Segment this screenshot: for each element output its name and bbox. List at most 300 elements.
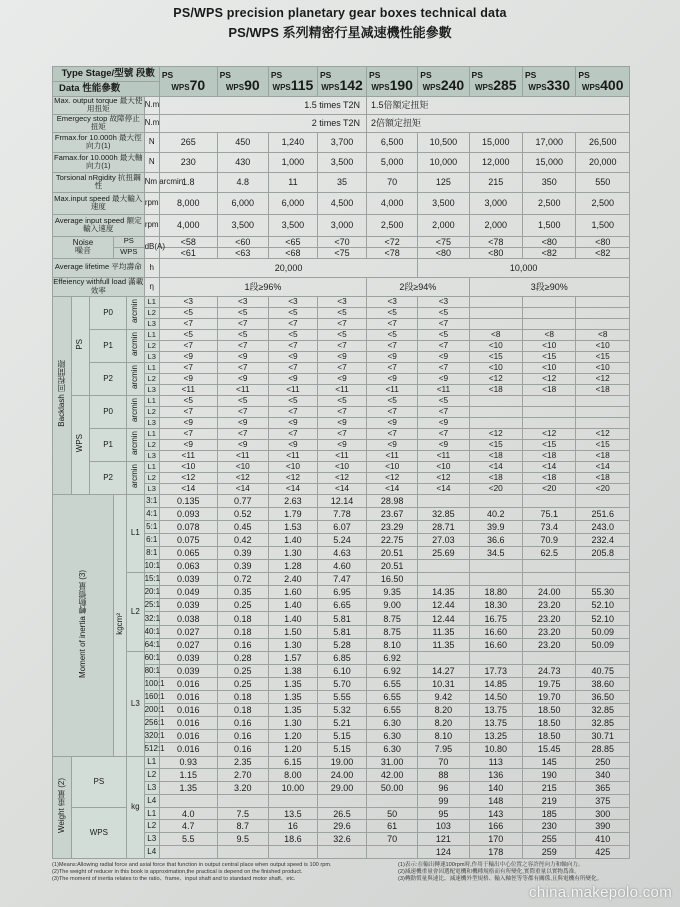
backlash-value: <9 [159,439,217,450]
inertia-value: 6.65 [317,599,366,612]
inertia-value: 9.35 [367,586,418,599]
backlash-value: <5 [217,329,268,340]
backlash-value: <18 [469,384,522,395]
backlash-value: <11 [217,384,268,395]
backlash-value: <9 [217,417,268,428]
weight-value: 31.00 [367,756,418,769]
backlash-value: <11 [159,450,217,461]
weight-value: 61 [367,820,418,833]
famax-value: 10,000 [418,152,469,172]
backlash-value: <12 [576,428,630,439]
inertia-value: 28.71 [418,520,469,533]
inertia-value: 6.95 [317,586,366,599]
inertia-value [522,560,575,573]
inertia-value: 0.027 [159,625,217,638]
noise-ps-value: <70 [317,236,366,247]
inertia-value: 0.016 [159,743,217,756]
model-prefix-wps: WPS [321,82,340,92]
model-prefix-wps: WPS [581,82,601,92]
backlash-value: <7 [418,428,469,439]
inertia-value [576,573,630,586]
inertia-value: 18.30 [469,599,522,612]
table-row [53,132,630,152]
weight-value [367,794,418,807]
stage-label: L2 [144,820,159,833]
inertia-value: 23.20 [522,599,575,612]
data-label: Data 性能參數 [53,82,160,97]
backlash-label-text: Backlash 回程間隙 [56,360,66,427]
weight-value: 8.00 [268,769,317,782]
frmax-value: 15,000 [469,132,522,152]
inertia-value: 6.55 [367,704,418,717]
inertia-value: 18.50 [522,704,575,717]
backlash-value: <11 [159,384,217,395]
noise-ps: PS [114,236,145,247]
weight-unit: kg [127,756,144,858]
inertia-value: 10.31 [418,677,469,690]
stage-label: L1 [144,329,159,340]
backlash-value: <7 [418,406,469,417]
backlash-value: <5 [367,329,418,340]
backlash-value [469,296,522,307]
weight-value: 0.93 [159,756,217,769]
inertia-value: 0.038 [159,612,217,625]
stop-unit: N.m [144,114,159,132]
footnotes-cn [398,862,628,884]
rigidity-value: 4.8 [217,172,268,192]
model-prefix-wps: WPS [422,82,441,92]
avgspeed-value: 1,500 [576,214,630,236]
stage-label: L1 [144,461,159,472]
backlash-value: <5 [159,329,217,340]
stop-label: Emergecy stop 故障停止扭矩 [53,114,145,132]
avgspeed-value: 2,000 [418,214,469,236]
table-row [53,214,630,236]
page-title-en: PS/WPS precision planetary gear boxes technical data [173,6,507,20]
model-number: 90 [244,76,260,93]
inertia-value: 0.027 [159,638,217,651]
weight-value: 124 [418,846,469,859]
inertia-value: 19.75 [522,677,575,690]
inertia-value [469,560,522,573]
inertia-value: 50.09 [576,638,630,651]
noise-wps-value: <75 [317,247,366,258]
inertia-value: 1.35 [268,677,317,690]
weight-value [159,794,217,807]
weight-value: 2.35 [217,756,268,769]
backlash-unit [127,362,144,395]
model-prefix-ps: PS [319,69,332,80]
stage-label: L4 [144,794,159,807]
inertia-value [418,560,469,573]
inertia-value: 62.5 [522,547,575,560]
inertia-unit [114,494,127,756]
inertia-value [522,573,575,586]
inertia-stage: L3 [127,651,144,756]
inertia-value: 55.30 [576,586,630,599]
inertia-value: 0.016 [159,730,217,743]
inertia-value: 0.16 [217,730,268,743]
inertia-value: 0.42 [217,533,268,546]
model-prefix-wps: WPS [528,82,547,92]
footnote-cn-2: (2)減速機重量會因選配電機和機種規格而有所變化,實際重量以實物爲准。 [398,869,580,876]
torque-text-en: 1.5 times T2N [159,97,366,115]
inertia-value: 38.60 [576,677,630,690]
backlash-value: <12 [217,472,268,483]
model-prefix-ps: PS [420,69,432,80]
inertia-value: 16.75 [469,612,522,625]
backlash-value: <12 [469,373,522,384]
model-prefix-ps: PS [578,69,590,80]
backlash-value: <9 [418,373,469,384]
backlash-value: <7 [159,318,217,329]
inertia-value: 1.38 [268,664,317,677]
weight-value: 10.00 [268,782,317,795]
inertia-value: 5.81 [317,612,366,625]
backlash-value: <7 [268,428,317,439]
stage-label: L3 [144,782,159,795]
inertia-value: 0.075 [159,533,217,546]
ratio-label: 3:1 [144,494,159,507]
inertia-value: 6.30 [367,730,418,743]
avgspeed-value: 3,500 [217,214,268,236]
backlash-value: <12 [159,472,217,483]
weight-value: 215 [522,782,575,795]
backlash-value: <9 [367,373,418,384]
inertia-value: 6.92 [367,664,418,677]
backlash-value: <7 [317,362,366,373]
model-number: 115 [290,76,314,93]
inertia-value: 6.55 [367,677,418,690]
noise-wps-value: <80 [469,247,522,258]
backlash-value [576,417,630,428]
weight-value: 145 [522,756,575,769]
inertia-value: 6.92 [367,651,418,664]
backlash-value: <5 [268,329,317,340]
maxspeed-value: 4,000 [367,192,418,214]
inertia-value: 28.85 [576,743,630,756]
backlash-value: <11 [418,450,469,461]
inertia-value: 2.63 [268,494,317,507]
backlash-value [522,296,575,307]
backlash-value: <14 [418,483,469,494]
table-row [53,114,630,132]
inertia-value: 7.95 [418,743,469,756]
backlash-value: <15 [469,439,522,450]
backlash-value: <7 [367,318,418,329]
backlash-value: <9 [268,351,317,362]
inertia-value: 75.1 [522,507,575,520]
backlash-value [522,406,575,417]
ratio-label: 60:1 [144,651,159,664]
model-prefix-ps: PS [471,69,483,80]
backlash-value: <11 [367,384,418,395]
inertia-value: 1.30 [268,717,317,730]
backlash-value: <12 [418,472,469,483]
backlash-value: <11 [367,450,418,461]
weight-value: 140 [469,782,522,795]
backlash-value: <12 [317,472,366,483]
backlash-value: <10 [522,362,575,373]
inertia-value: 13.75 [469,717,522,730]
inertia-value: 0.25 [217,664,268,677]
model-prefix-ps: PS [524,69,537,80]
weight-value: 7.5 [217,807,268,820]
weight-value: 6.15 [268,756,317,769]
weight-value: 24.00 [317,769,366,782]
backlash-value: <9 [268,373,317,384]
model-prefix-ps: PS [219,69,231,80]
rigidity-value: 11 [268,172,317,192]
backlash-value: <5 [418,395,469,406]
weight-value: 143 [469,807,522,820]
torque-unit: N.m [144,97,159,115]
stage-label: L1 [144,807,159,820]
weight-value: 340 [576,769,630,782]
noise-ps-value: <75 [418,236,469,247]
backlash-value: <11 [317,384,366,395]
ratio-label: 80:1 [144,664,159,677]
backlash-value: <7 [367,428,418,439]
inertia-value: 9.00 [367,599,418,612]
frmax-value: 1,240 [268,132,317,152]
inertia-value: 36.50 [576,691,630,704]
backlash-value: <7 [217,318,268,329]
noise-wps-value: <61 [159,247,217,258]
avgspeed-value: 2,000 [469,214,522,236]
backlash-value: <9 [217,373,268,384]
model-number: 400 [600,76,624,93]
backlash-value: <11 [317,450,366,461]
ratio-label: 32:1 [144,612,159,625]
inertia-value: 5.70 [317,677,366,690]
weight-value: 8.7 [217,820,268,833]
stage-label: L3 [144,318,159,329]
inertia-value: 36.6 [469,533,522,546]
inertia-value: 0.18 [217,691,268,704]
noise-ps-value: <60 [217,236,268,247]
weight-value: 16 [268,820,317,833]
weight-value: 375 [576,794,630,807]
backlash-value: <7 [268,362,317,373]
inertia-value: 18.50 [522,730,575,743]
efficiency-label: Effeiency withfull load 滿載效率 [53,277,144,295]
backlash-value [576,307,630,318]
backlash-value: <9 [317,351,366,362]
table-row [53,329,630,340]
backlash-value: <10 [522,340,575,351]
rigidity-unit: Nm arcmin [144,172,159,192]
watermark: china.makepolo.com [529,884,672,901]
backlash-unit-text: arcmin [130,299,140,324]
inertia-value: 0.77 [217,494,268,507]
noise-label [53,236,114,258]
inertia-value [522,494,575,507]
inertia-value: 205.8 [576,547,630,560]
inertia-value: 1.60 [268,586,317,599]
efficiency-unit: η [144,277,159,296]
inertia-value: 40.75 [576,664,630,677]
backlash-value: <9 [418,439,469,450]
backlash-grade: P1 [90,329,127,362]
table-row [53,461,630,472]
weight-value: 136 [469,769,522,782]
inertia-value: 1.57 [268,651,317,664]
noise-ps-value: <78 [469,236,522,247]
stage-label: L1 [144,395,159,406]
backlash-value: <10 [418,461,469,472]
inertia-value: 0.25 [217,599,268,612]
inertia-value: 18.50 [522,717,575,730]
backlash-value: <15 [522,351,575,362]
inertia-value: 22.75 [367,533,418,546]
maxspeed-value: 6,000 [268,192,317,214]
inertia-value: 0.39 [217,547,268,560]
inertia-value: 1.40 [268,533,317,546]
table-row [53,651,630,664]
backlash-value: <5 [268,395,317,406]
famax-unit: N [144,152,159,172]
weight-value: 410 [576,833,630,846]
inertia-value: 9.42 [418,691,469,704]
weight-value: 259 [522,846,575,859]
model-number: 142 [339,76,363,93]
famax-value: 12,000 [469,152,522,172]
weight-value [317,794,366,807]
stop-text-en: 2 times T2N [159,114,366,132]
inertia-value: 4.63 [317,547,366,560]
inertia-value: 32.85 [576,704,630,717]
stage-label: L2 [144,307,159,318]
inertia-value: 1.30 [268,638,317,651]
inertia-value: 52.10 [576,599,630,612]
weight-value: 3.20 [217,782,268,795]
inertia-value: 40.2 [469,507,522,520]
stop-text-cn: 2倍額定扭矩 [367,114,630,132]
table-row [53,258,630,277]
famax-value: 230 [159,152,217,172]
ratio-label: 10:1 [144,560,159,573]
weight-value: 1.35 [159,782,217,795]
weight-value: 99 [418,794,469,807]
stage-label: L2 [144,769,159,782]
lifetime-label: Average lifetime 平均壽命 [53,258,145,277]
model-header-70 [159,67,217,97]
backlash-value: <14 [317,483,366,494]
backlash-value: <3 [367,296,418,307]
inertia-value: 0.016 [159,677,217,690]
inertia-value: 1.79 [268,507,317,520]
weight-value [217,846,268,859]
inertia-value: 24.73 [522,664,575,677]
inertia-value: 13.75 [469,704,522,717]
backlash-value: <7 [317,428,366,439]
maxspeed-label: Max.input speed 最大輸入速度 [53,192,145,214]
backlash-label [53,296,72,494]
backlash-value: <18 [576,384,630,395]
backlash-unit [127,428,144,461]
famax-value: 1,000 [268,152,317,172]
model-prefix-wps: WPS [474,82,494,92]
backlash-unit-text: arcmin [130,365,140,390]
inertia-value: 0.039 [159,599,217,612]
backlash-value [522,318,575,329]
inertia-stage: L1 [127,494,144,573]
inertia-value: 11.35 [418,625,469,638]
noise-wps-value: <82 [576,247,630,258]
inertia-value [576,651,630,664]
rigidity-value: 1.8 [159,172,217,192]
stage-label: L3 [144,384,159,395]
weight-value: 29.6 [317,820,366,833]
model-header-285 [469,67,522,97]
inertia-value: 6.30 [367,717,418,730]
inertia-value: 34.5 [469,547,522,560]
backlash-value: <15 [469,351,522,362]
backlash-value: <5 [418,329,469,340]
inertia-value: 23.67 [367,507,418,520]
avgspeed-value: 3,500 [268,214,317,236]
stage-label: L3 [144,351,159,362]
weight-value: 13.5 [268,807,317,820]
backlash-value: <5 [367,395,418,406]
backlash-value [522,307,575,318]
backlash-value: <14 [576,461,630,472]
frmax-value: 450 [217,132,268,152]
weight-value: 26.5 [317,807,366,820]
backlash-value: <3 [159,296,217,307]
ratio-label: 15:1 [144,573,159,586]
backlash-value: <7 [159,362,217,373]
inertia-value: 0.078 [159,520,217,533]
weight-value: 50.00 [367,782,418,795]
backlash-value: <7 [268,318,317,329]
inertia-value: 12.44 [418,612,469,625]
spec-table-container [52,66,630,859]
backlash-value: <12 [268,472,317,483]
backlash-value: <9 [217,439,268,450]
inertia-value: 70.9 [522,533,575,546]
backlash-value: <9 [268,439,317,450]
inertia-value: 6.85 [317,651,366,664]
table-row [53,152,630,172]
rigidity-value: 550 [576,172,630,192]
backlash-value: <7 [317,340,366,351]
model-prefix-ps: PS [369,69,381,80]
weight-value: 230 [522,820,575,833]
inertia-value: 12.44 [418,599,469,612]
noise-unit: dB(A) [144,236,159,258]
backlash-value: <8 [576,329,630,340]
backlash-value: <14 [469,461,522,472]
backlash-value: <9 [317,417,366,428]
stage-label: L2 [144,340,159,351]
model-number: 70 [189,76,206,93]
table-row [53,97,630,115]
backlash-value: <7 [367,340,418,351]
inertia-value: 8.10 [367,638,418,651]
backlash-value: <10 [469,340,522,351]
inertia-value [469,573,522,586]
inertia-value: 28.98 [367,494,418,507]
inertia-value: 20.51 [367,560,418,573]
weight-value: 95 [418,807,469,820]
weight-value: 425 [576,846,630,859]
frmax-value: 26,500 [576,132,630,152]
backlash-value: <10 [576,340,630,351]
inertia-value: 0.039 [159,664,217,677]
weight-value: 42.00 [367,769,418,782]
